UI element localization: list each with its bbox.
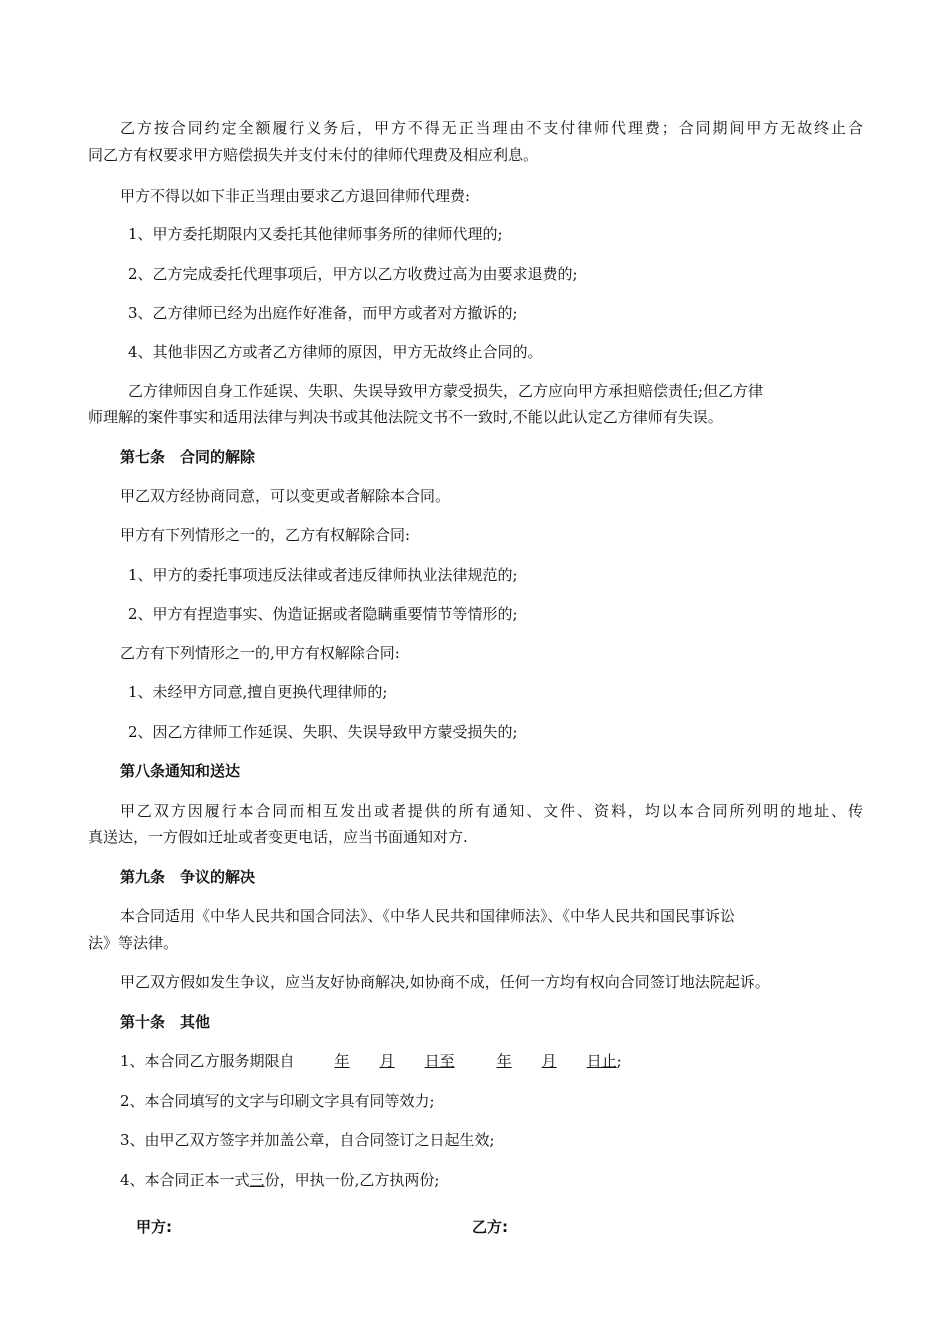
article-9-line1: 本合同适用《中华人民共和国合同法》、《中华人民共和国律师法》、《中华人民共和国民事诉讼 [120, 907, 736, 925]
term-month-label: 月 [379, 1052, 395, 1070]
signature-party-a: 甲方: [136, 1218, 172, 1236]
term-suffix: ; [616, 1052, 622, 1070]
refund-item-3: 3、乙方律师已经为出庭作好准备，而甲方或者对方撤诉的; [128, 304, 518, 322]
article-7-item-b2: 2、因乙方律师工作延误、失职、失误导致甲方蒙受损失的; [128, 723, 518, 741]
article-9-line2: 法》等法律。 [88, 934, 179, 952]
copies-count: 三 [249, 1171, 265, 1189]
refund-item-2: 2、乙方完成委托代理事项后，甲方以乙方收费过高为由要求退费的; [128, 265, 578, 283]
refund-item-1: 1、甲方委托期限内又委托其他律师事务所的律师代理的; [128, 225, 503, 243]
article-9-p2: 甲乙双方假如发生争议，应当友好协商解决,如协商不成，任何一方均有权向合同签订地法院起诉。 [120, 973, 770, 991]
term-year2-label: 年 [496, 1052, 512, 1070]
article-7-item-a1: 1、甲方的委托事项违反法律或者违反律师执业法律规范的; [128, 566, 518, 584]
article-7-heading: 第七条 合同的解除 [120, 448, 256, 466]
article-7-p3: 乙方有下列情形之一的,甲方有权解除合同: [120, 644, 400, 662]
article-10-heading: 第十条 其他 [120, 1013, 211, 1031]
article-7-p1: 甲乙双方经协商同意，可以变更或者解除本合同。 [120, 487, 451, 505]
article-10-item-3: 3、由甲乙双方签字并加盖公章，自合同签订之日起生效; [120, 1131, 495, 1149]
article-10-item-2: 2、本合同填写的文字与印刷文字具有同等效力; [120, 1092, 435, 1110]
article-7-item-b1: 1、未经甲方同意,擅自更换代理律师的; [128, 683, 388, 701]
copies-suffix: 份，甲执一份,乙方执两份; [264, 1171, 440, 1189]
paragraph-refund-intro: 甲方不得以如下非正当理由要求乙方退回律师代理费: [120, 187, 471, 205]
term-blank-line [295, 1052, 617, 1070]
article-9-heading: 第九条 争议的解决 [120, 868, 256, 886]
refund-item-4: 4、其他非因乙方或者乙方律师的原因，甲方无故终止合同的。 [128, 343, 543, 361]
paragraph-liability-line2: 师理解的案件事实和适用法律与判决书或其他法院文书不一致时,不能以此认定乙方律师有失误。 [88, 408, 723, 426]
article-8-line2: 真送达，一方假如迁址或者变更电话，应当书面通知对方. [88, 828, 468, 846]
paragraph-liability-line1: 乙方律师因自身工作延误、失职、失误导致甲方蒙受损失，乙方应向甲方承担赔偿责任;但乙方律 [128, 382, 764, 400]
term-day-to-label: 日至 [424, 1052, 455, 1070]
article-10-item-4 [120, 1170, 439, 1190]
article-8-heading: 第八条通知和送达 [120, 762, 241, 780]
article-10-item-1 [120, 1051, 622, 1071]
article-8-line1-wrap [88, 801, 863, 821]
term-day-end-label: 日止 [586, 1052, 617, 1070]
article-7-item-a2: 2、甲方有捏造事实、伪造证据或者隐瞒重要情节等情形的; [128, 605, 518, 623]
article-8-line1: 甲乙双方因履行本合同而相互发出或者提供的所有通知、文件、资料，均以本合同所列明的地址、传 [120, 802, 865, 820]
paragraph-fee-line2: 同乙方有权要求甲方赔偿损失并支付未付的律师代理费及相应利息。 [88, 146, 539, 164]
term-prefix: 1、本合同乙方服务期限自 [120, 1052, 295, 1070]
term-year-label: 年 [334, 1052, 350, 1070]
paragraph-fee-line1 [88, 118, 863, 138]
article-7-p2: 甲方有下列情形之一的，乙方有权解除合同: [120, 526, 411, 544]
term-month2-label: 月 [541, 1052, 557, 1070]
copies-prefix: 4、本合同正本一式 [120, 1171, 250, 1189]
signature-party-b: 乙方: [472, 1218, 508, 1236]
paragraph-text: 乙方按合同约定全额履行义务后，甲方不得无正当理由不支付律师代理费；合同期间甲方无故终止合 [120, 119, 865, 137]
